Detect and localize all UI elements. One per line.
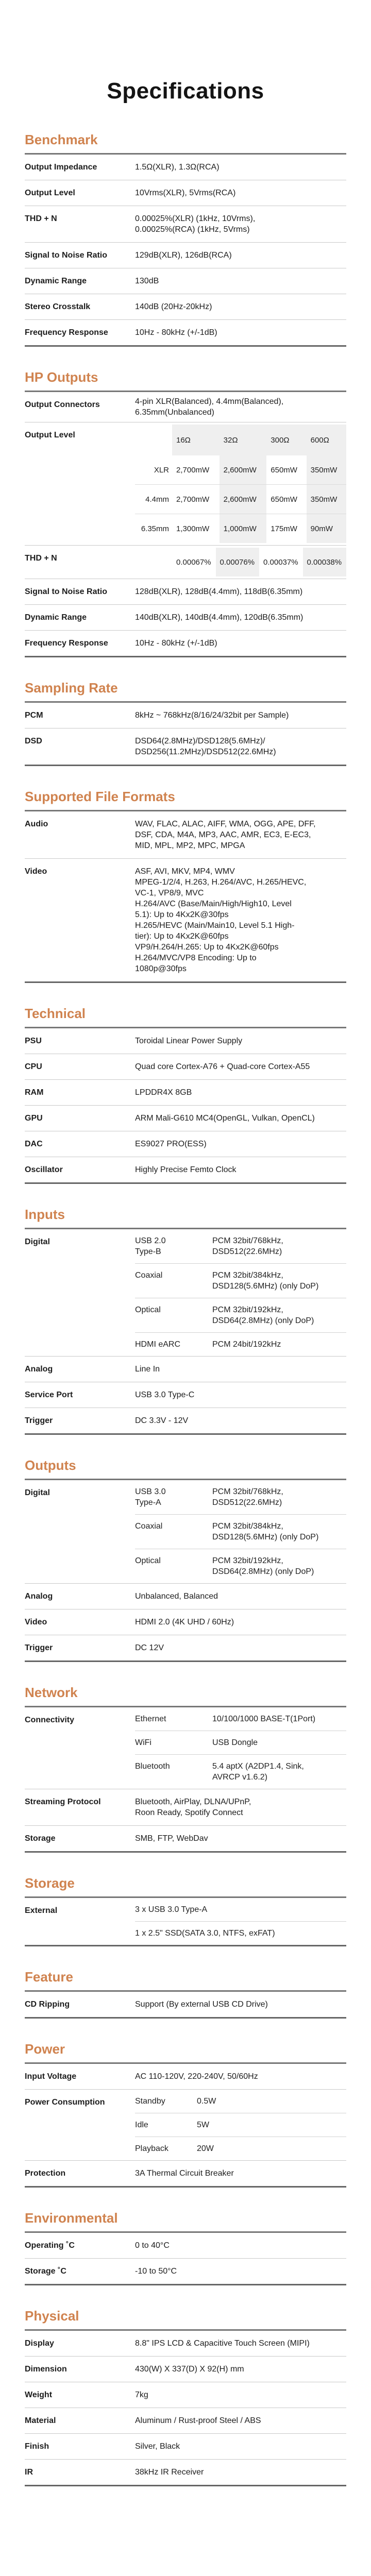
spec-value: HDMI 2.0 (4K UHD / 60Hz) [135, 1618, 234, 1626]
sub-row [135, 1229, 346, 1264]
spec-label: PSU [25, 1037, 42, 1045]
spec-value: DC 12V [135, 1643, 164, 1652]
sub-label: USB 2.0 Type-B [135, 1236, 166, 1256]
sub-value: 5.4 aptX (A2DP1.4, Sink, AVRCP v1.6.2) [212, 1762, 304, 1782]
sub-label: Optical [135, 1556, 161, 1565]
output-level-column-header: 16Ω [172, 425, 220, 455]
spec-value: 0 to 40°C [135, 2241, 170, 2250]
spec-value: 0.00025%(XLR) (1kHz, 10Vrms), 0.00025%(RCA) (1kHz, 5Vrms) [135, 214, 256, 234]
spec-row [25, 2259, 346, 2285]
spec-label: Frequency Response [25, 639, 108, 648]
sub-label: WiFi [135, 1738, 151, 1747]
output-level-table [135, 425, 346, 543]
spec-row [25, 320, 346, 347]
spec-label: Storage ˚C [25, 2267, 66, 2276]
spec-row [25, 294, 346, 320]
section-hp-outputs [25, 369, 346, 657]
spec-value: 38kHz IR Receiver [135, 2468, 204, 2477]
spec-row-power-consumption [25, 2090, 346, 2161]
spec-value: Aluminum / Rust-proof Steel / ABS [135, 2416, 261, 2425]
output-level-cell: 90mW [307, 514, 346, 544]
spec-label: Signal to Noise Ratio [25, 587, 108, 596]
spec-label: Frequency Response [25, 328, 108, 337]
spec-row [25, 2382, 346, 2408]
sub-label: Standby [135, 2097, 165, 2106]
spec-label: Connectivity [25, 1716, 75, 1724]
sub-value: 0.5W [197, 2097, 216, 2106]
thd-table [135, 548, 346, 577]
spec-value: 8kHz ~ 768kHz(8/16/24/32bit per Sample) [135, 711, 289, 720]
spec-label: Trigger [25, 1643, 53, 1652]
spec-value: 128dB(XLR), 128dB(4.4mm), 118dB(6.35mm) [135, 587, 303, 596]
spec-row-external [25, 1898, 346, 1946]
spec-value: 130dB [135, 277, 159, 285]
output-level-cell: 2,600mW [220, 455, 267, 485]
output-level-cell: 2,600mW [220, 485, 267, 514]
section-heading: Benchmark [25, 132, 346, 155]
section-heading: Supported File Formats [25, 789, 346, 811]
sub-table [135, 1898, 346, 1945]
spec-row [25, 1131, 346, 1157]
spec-row [25, 2408, 346, 2434]
output-level-row [135, 455, 346, 485]
spec-label: Dynamic Range [25, 613, 87, 622]
sub-value: PCM 32bit/768kHz, DSD512(22.6MHz) [212, 1487, 283, 1507]
output-level-column-header: 32Ω [220, 425, 267, 455]
section-heading: Environmental [25, 2210, 346, 2233]
spec-label: Output Level [25, 189, 75, 197]
spec-label: Storage [25, 1834, 56, 1843]
sub-row [135, 1264, 346, 1298]
spec-row [25, 2064, 346, 2090]
spec-label: Output Connectors [25, 400, 100, 409]
spec-row [25, 180, 346, 206]
section-technical [25, 1006, 346, 1184]
spec-value: Toroidal Linear Power Supply [135, 1037, 243, 1045]
sub-row [135, 1731, 346, 1755]
spec-row [25, 1609, 346, 1635]
spec-label: Audio [25, 820, 48, 828]
spec-row [25, 2331, 346, 2357]
output-level-row-label: 4.4mm [135, 485, 172, 514]
section-outputs [25, 1458, 346, 1662]
spec-label: Dimension [25, 2365, 67, 2374]
spec-label: Input Voltage [25, 2072, 77, 2081]
spec-value: WAV, FLAC, ALAC, AIFF, WMA, OGG, APE, DFF, DSF, CDA, M4A, MP3, AAC, AMR, EC3, E-EC3, MID, MPL, MP2, MPC, MPGA [135, 820, 316, 850]
spec-label: Material [25, 2416, 56, 2425]
sub-label: Ethernet [135, 1715, 166, 1723]
spec-label: Digital [25, 1238, 50, 1246]
spec-row [25, 1789, 346, 1826]
spec-row [25, 268, 346, 294]
sub-value: 10/100/1000 BASE-T(1Port) [212, 1715, 316, 1723]
spec-row [25, 1408, 346, 1435]
output-level-cell: 175mW [271, 524, 297, 533]
spec-label: Analog [25, 1365, 53, 1374]
thd-row [135, 548, 346, 577]
section-heading: Power [25, 2041, 346, 2064]
output-level-cell: 1,000mW [220, 514, 267, 544]
sub-row [135, 2113, 346, 2137]
sub-label: Idle [135, 2121, 148, 2129]
sub-row [135, 1549, 346, 1583]
section-heading: HP Outputs [25, 369, 346, 392]
output-level-cell: 1,300mW [176, 524, 210, 533]
sub-value: 20W [197, 2144, 214, 2153]
output-level-corner [135, 425, 172, 455]
spec-label: Operating ˚C [25, 2241, 75, 2250]
spec-row [25, 703, 346, 728]
section-power [25, 2041, 346, 2188]
spec-label: Streaming Protocol [25, 1798, 101, 1806]
spec-value: 430(W) X 337(D) X 92(H) mm [135, 2365, 244, 2374]
section-heading: Outputs [25, 1458, 346, 1480]
spec-row [25, 605, 346, 631]
sub-row [135, 1707, 346, 1731]
storage-item: 1 x 2.5" SSD(SATA 3.0, NTFS, exFAT) [135, 1929, 275, 1938]
spec-label: Dynamic Range [25, 277, 87, 285]
spec-value: DC 3.3V - 12V [135, 1416, 189, 1425]
spec-row-digital-inputs [25, 1229, 346, 1357]
spec-row [25, 1157, 346, 1184]
output-level-cell: 650mW [266, 455, 306, 485]
sub-table [135, 2090, 346, 2160]
sub-value: 5W [197, 2121, 209, 2129]
sub-value: PCM 32bit/384kHz, DSD128(5.6MHz) (only DoP) [212, 1271, 319, 1291]
output-level-column-header: 600Ω [307, 425, 346, 455]
spec-row [25, 811, 346, 859]
spec-row [25, 1080, 346, 1106]
spec-value: 3A Thermal Circuit Breaker [135, 2169, 234, 2178]
spec-row [25, 1028, 346, 1054]
section-storage [25, 1875, 346, 1946]
spec-row [25, 1382, 346, 1408]
section-heading: Technical [25, 1006, 346, 1028]
section-heading: Network [25, 1685, 346, 1707]
storage-item-row [135, 1898, 346, 1922]
sub-row [135, 1480, 346, 1515]
output-level-header-row [135, 425, 346, 455]
spec-value: 7kg [135, 2391, 148, 2399]
spec-row-thd [25, 546, 346, 579]
spec-label: Power Consumption [25, 2098, 105, 2107]
spec-label: CPU [25, 1062, 42, 1071]
spec-row [25, 2434, 346, 2460]
thd-cell: 0.00067% [176, 557, 211, 567]
spec-row [25, 1826, 346, 1853]
sub-row [135, 2137, 346, 2160]
section-heading: Feature [25, 1969, 346, 1992]
spec-label: Protection [25, 2169, 66, 2178]
sub-label: Coaxial [135, 1522, 163, 1531]
spec-row [25, 579, 346, 605]
spec-row [25, 243, 346, 268]
spec-row [25, 206, 346, 243]
spec-row [25, 155, 346, 180]
sub-table [135, 1480, 346, 1583]
spec-label: IR [25, 2468, 33, 2477]
spec-label: DAC [25, 1140, 43, 1148]
spec-label: RAM [25, 1088, 44, 1097]
spec-label: Trigger [25, 1416, 53, 1425]
spec-label: CD Ripping [25, 2000, 70, 2009]
spec-label: Signal to Noise Ratio [25, 251, 108, 260]
output-level-cell: 650mW [266, 485, 306, 514]
spec-value: AC 110-120V, 220-240V, 50/60Hz [135, 2072, 258, 2081]
output-level-cell: 2,700mW [172, 455, 220, 485]
spec-row [25, 1357, 346, 1382]
spec-value: Bluetooth, AirPlay, DLNA/UPnP, Roon Ready, Spotify Connect [135, 1798, 251, 1817]
spec-value: 1.5Ω(XLR), 1.3Ω(RCA) [135, 163, 220, 172]
spec-value: Unbalanced, Balanced [135, 1592, 218, 1601]
spec-label: Finish [25, 2442, 49, 2451]
spec-label: Stereo Crosstalk [25, 302, 91, 311]
sub-table [135, 1707, 346, 1789]
spec-row-connectivity [25, 1707, 346, 1789]
section-network [25, 1685, 346, 1853]
sub-value: PCM 32bit/384kHz, DSD128(5.6MHz) (only DoP) [212, 1522, 319, 1541]
sub-label: USB 3.0 Type-A [135, 1487, 166, 1507]
spec-row [25, 631, 346, 657]
spec-label: PCM [25, 711, 43, 720]
section-heading: Physical [25, 2308, 346, 2331]
spec-row [25, 2161, 346, 2188]
spec-value: ASF, AVI, MKV, MP4, WMV MPEG-1/2/4, H.263, H.264/AVC, H.265/HEVC, VC-1, VP8/9, MVC H.264/AVC (Base/Main/High/High10, Level 5.1): Up to 4Kx2K@30fps H.265/HEVC (Main/Main10, Level 5.1 High- tier): Up to 4Kx2K@60fps VP9/H.264/H.265: Up to 4Kx2K@60fps H.264/MVC/VP8 Encoding: Up to 1080p@30fps [135, 867, 307, 973]
spec-row [25, 728, 346, 766]
spec-label: Video [25, 867, 47, 876]
spec-row-output-level [25, 422, 346, 546]
output-level-row-label: 6.35mm [141, 524, 169, 533]
sub-value: PCM 32bit/192kHz, DSD64(2.8MHz) (only DoP) [212, 1306, 314, 1325]
spec-label: THD + N [25, 214, 57, 223]
spec-value: 10Vrms(XLR), 5Vrms(RCA) [135, 189, 236, 197]
spec-value: Silver, Black [135, 2442, 180, 2451]
sub-label: Coaxial [135, 1271, 163, 1280]
section-heading: Storage [25, 1875, 346, 1898]
section-inputs [25, 1207, 346, 1435]
sub-value: PCM 24bit/192kHz [212, 1340, 281, 1349]
spec-value: 140dB(XLR), 140dB(4.4mm), 120dB(6.35mm) [135, 613, 303, 622]
spec-label: Digital [25, 1488, 50, 1497]
section-heading: Sampling Rate [25, 680, 346, 703]
section-sampling-rate [25, 680, 346, 766]
thd-cell: 0.00038% [303, 548, 347, 577]
output-level-row [135, 514, 346, 544]
section-benchmark [25, 132, 346, 347]
spec-label: Oscillator [25, 1165, 63, 1174]
sub-value: PCM 32bit/768kHz, DSD512(22.6MHz) [212, 1236, 283, 1256]
spec-value: 8.8" IPS LCD & Capacitive Touch Screen (MIPI) [135, 2339, 310, 2348]
sub-value: PCM 32bit/192kHz, DSD64(2.8MHz) (only DoP) [212, 1556, 314, 1576]
spec-value: SMB, FTP, WebDav [135, 1834, 208, 1843]
spec-label: Video [25, 1618, 47, 1626]
spec-value: USB 3.0 Type-C [135, 1391, 195, 1399]
page-title: Specifications [107, 78, 264, 104]
spec-value: Line In [135, 1365, 160, 1374]
spec-label: Weight [25, 2391, 53, 2399]
sub-row [135, 2090, 346, 2113]
spec-label: Output Level [25, 431, 75, 439]
spec-row [25, 859, 346, 983]
section-feature [25, 1969, 346, 2019]
section-physical [25, 2308, 346, 2486]
output-level-row [135, 485, 346, 514]
spec-row [25, 1992, 346, 2019]
spec-row [25, 1584, 346, 1609]
spec-row [25, 392, 346, 422]
sub-label: Playback [135, 2144, 168, 2153]
spec-row [25, 2460, 346, 2486]
spec-value: 10Hz - 80kHz (+/-1dB) [135, 328, 217, 337]
sub-label: Optical [135, 1306, 161, 1314]
spec-row [25, 1106, 346, 1131]
thd-cell: 0.00037% [263, 557, 298, 567]
output-level-cell: 350mW [307, 485, 346, 514]
spec-label: Display [25, 2339, 54, 2348]
spec-label: THD + N [25, 554, 57, 563]
spec-value: 4-pin XLR(Balanced), 4.4mm(Balanced), 6.35mm(Unbalanced) [135, 397, 284, 417]
spec-row [25, 2357, 346, 2382]
spec-value: 129dB(XLR), 126dB(RCA) [135, 251, 232, 260]
spec-label: Output Impedance [25, 163, 97, 172]
spec-label: GPU [25, 1114, 43, 1123]
storage-item: 3 x USB 3.0 Type-A [135, 1905, 208, 1914]
spec-label: External [25, 1906, 58, 1915]
spec-value: ES9027 PRO(ESS) [135, 1140, 207, 1148]
section-environmental [25, 2210, 346, 2285]
sub-row [135, 1755, 346, 1789]
spec-row [25, 2233, 346, 2259]
sub-table [135, 1229, 346, 1356]
spec-value: 10Hz - 80kHz (+/-1dB) [135, 639, 217, 648]
spec-label: Service Port [25, 1391, 73, 1399]
spec-value: -10 to 50°C [135, 2267, 177, 2276]
spec-label: Analog [25, 1592, 53, 1601]
storage-item-row [135, 1922, 346, 1945]
spec-value: ARM Mali-G610 MC4(OpenGL, Vulkan, OpenCL) [135, 1114, 315, 1123]
spec-value: Support (By external USB CD Drive) [135, 2000, 268, 2009]
sub-row [135, 1515, 346, 1549]
section-file-formats [25, 789, 346, 983]
sub-label: Bluetooth [135, 1762, 170, 1771]
sub-row [135, 1333, 346, 1356]
sub-row [135, 1298, 346, 1333]
spec-value: DSD64(2.8MHz)/DSD128(5.6MHz)/ DSD256(11.2MHz)/DSD512(22.6MHz) [135, 737, 276, 756]
spec-value: Quad core Cortex-A76 + Quad-core Cortex-A55 [135, 1062, 310, 1071]
thd-row-spacer [135, 548, 172, 577]
spec-value: LPDDR4X 8GB [135, 1088, 192, 1097]
spec-value: Highly Precise Femto Clock [135, 1165, 237, 1174]
output-level-cell: 2,700mW [172, 485, 220, 514]
sub-label: HDMI eARC [135, 1340, 181, 1349]
section-heading: Inputs [25, 1207, 346, 1229]
spec-label: DSD [25, 737, 42, 745]
output-level-cell: 350mW [307, 455, 346, 485]
thd-cell: 0.00076% [216, 548, 260, 577]
spec-row [25, 1054, 346, 1080]
sub-value: USB Dongle [212, 1738, 258, 1747]
spec-row [25, 1635, 346, 1662]
spec-value: 140dB (20Hz-20kHz) [135, 302, 212, 311]
output-level-column-header: 300Ω [266, 425, 306, 455]
output-level-row-label: XLR [135, 455, 172, 485]
spec-row-digital-outputs [25, 1480, 346, 1584]
